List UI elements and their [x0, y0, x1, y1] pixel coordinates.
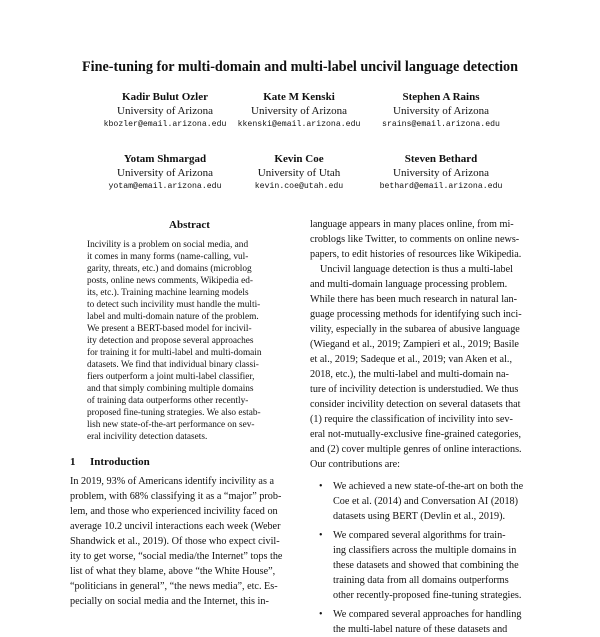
author-name: Stephen A Rains — [402, 91, 480, 103]
body-line: “politicians in general”, “the news media”, etc. Es- — [70, 581, 278, 592]
body-line: problem, with 68% classifying it as a “major” prob- — [70, 491, 282, 502]
author-email[interactable]: kbozler@email.arizona.edu — [103, 120, 227, 129]
body-line: language appears in many places online, from mi- — [310, 219, 514, 230]
body-line: (Wiegand et al., 2019; Zampieri et al., 2019; Basile — [310, 339, 519, 350]
body-line: eral not-mutually-exclusive fine-grained categories, — [310, 429, 522, 440]
abstract-line: Incivility is a problem on social media, and — [87, 240, 249, 250]
bullet-line: other recently-proposed fine-tuning strategies. — [333, 590, 522, 601]
abstract-line: eral incivility detection datasets. — [87, 432, 208, 442]
author-email[interactable]: yotam@email.arizona.edu — [108, 182, 222, 191]
bullet-line: the multi-label nature of these datasets and — [333, 624, 508, 635]
body-line: and (2) cover multiple genres of online interactions. — [310, 444, 522, 455]
author-email[interactable]: kkenski@email.arizona.edu — [237, 120, 361, 129]
abstract-line: and that simply combining multiple domains — [87, 384, 254, 394]
author-block — [356, 90, 526, 132]
paper-title: Fine-tuning for multi-domain and multi-label uncivil language detection — [81, 59, 519, 75]
bullet-marker: • — [319, 530, 323, 541]
abstract-line: proposed fine-tuning strategies. We also estab- — [87, 408, 261, 418]
body-line: papers, to edit histories of resources like Wikipedia. — [310, 249, 522, 260]
bullet-line: these datasets and showed that combining the — [333, 560, 519, 571]
body-line: consider incivility detection on several datasets that — [310, 399, 521, 410]
section-heading — [70, 456, 150, 468]
section-number: 1 — [70, 456, 76, 468]
abstract-line: posts, online news comments, Wikipedia ed- — [87, 276, 253, 286]
abstract-line: of training data outperforms other recently- — [87, 396, 249, 406]
body-line: ture of incivility detection is understudied. We thus — [310, 384, 519, 395]
body-line: ity to get worse, “social media/the Internet” tops the — [70, 551, 283, 562]
body-line: Our contributions are: — [310, 459, 400, 470]
body-line: guage processing methods for identifying such inci- — [310, 309, 522, 320]
abstract-line: ity detection and propose several approaches — [87, 336, 254, 346]
body-line: et al., 2019; Sadeque et al., 2019; van Aken et al., — [310, 354, 512, 365]
body-line: and multi-domain language processing problem. — [310, 279, 508, 290]
bullet-line: ing classifiers across the multiple domains in — [333, 545, 517, 556]
abstract-line: fiers outperform a joint multi-label classifier, — [87, 372, 255, 382]
body-line: average 10.2 uncivil interactions each week (Weber — [70, 521, 281, 532]
author-name: Kate M Kenski — [263, 91, 335, 103]
abstract-line: its, etc.). Training machine learning models — [87, 288, 249, 298]
body-line: 2018, etc.), the multi-label and multi-domain na- — [310, 369, 509, 380]
abstract-line: it comes in many forms (name-calling, vul- — [87, 252, 249, 262]
author-name: Kadir Bulut Ozler — [122, 91, 208, 103]
abstract-line: label and multi-domain nature of the problem. — [87, 312, 259, 322]
author-name: Kevin Coe — [274, 153, 324, 165]
bullet-line: datasets using BERT (Devlin et al., 2019). — [333, 511, 506, 522]
body-line: pecially on social media and the Internet, this in- — [70, 596, 269, 607]
author-affiliation: University of Arizona — [393, 105, 489, 117]
author-block — [356, 152, 526, 194]
author-affiliation: University of Arizona — [117, 167, 213, 179]
abstract-line: datasets. We find that individual binary classi- — [87, 360, 259, 370]
author-affiliation: University of Arizona — [117, 105, 213, 117]
section-title: Introduction — [90, 456, 150, 468]
author-affiliation: University of Utah — [257, 167, 341, 179]
body-line: Uncivil language detection is thus a multi-label — [320, 264, 513, 275]
body-line: While there has been much research in natural lan- — [310, 294, 518, 305]
body-line: (1) require the classification of incivility into sev- — [310, 414, 513, 425]
abstract-line: We present a BERT-based model for incivil- — [87, 324, 252, 334]
author-name: Steven Bethard — [404, 153, 478, 165]
abstract-line: garity, threats, etc.) and domains (microblog — [87, 264, 252, 274]
bullet-marker: • — [319, 481, 323, 492]
bullet-line: training data from all domains outperforms — [333, 575, 509, 586]
body-line: croblogs like Twitter, to comments on online news- — [310, 234, 520, 245]
bullet-line: Coe et al. (2014) and Conversation AI (2018) — [333, 496, 519, 507]
bullet-line: We compared several algorithms for train- — [333, 530, 506, 541]
body-line: In 2019, 93% of Americans identify incivility as a — [70, 476, 274, 487]
author-affiliation: University of Arizona — [251, 105, 347, 117]
abstract-line: for training it for multi-label and multi-domain — [87, 348, 262, 358]
body-line: lem, and those who experienced incivility faced on — [70, 506, 278, 517]
abstract-line: lish new state-of-the-art performance on sev- — [87, 420, 255, 430]
abstract-heading: Abstract — [169, 219, 210, 231]
bullet-marker: • — [319, 609, 323, 620]
body-line: Shandwick et al., 2019). Of those who expect civil- — [70, 536, 280, 547]
bullet-line: We achieved a new state-of-the-art on both the — [333, 481, 524, 492]
body-line: vility, especially in the subarea of abusive language — [310, 324, 520, 335]
body-line: list of what they blame, above “the White House”, — [70, 566, 276, 577]
bullet-line: We compared several approaches for handling — [333, 609, 522, 620]
author-email[interactable]: bethard@email.arizona.edu — [379, 182, 503, 191]
author-email[interactable]: kevin.coe@utah.edu — [254, 182, 344, 191]
abstract-line: to detect such incivility must handle the multi- — [87, 300, 261, 310]
author-email[interactable]: srains@email.arizona.edu — [382, 120, 500, 129]
author-affiliation: University of Arizona — [393, 167, 489, 179]
author-name: Yotam Shmargad — [123, 153, 207, 165]
